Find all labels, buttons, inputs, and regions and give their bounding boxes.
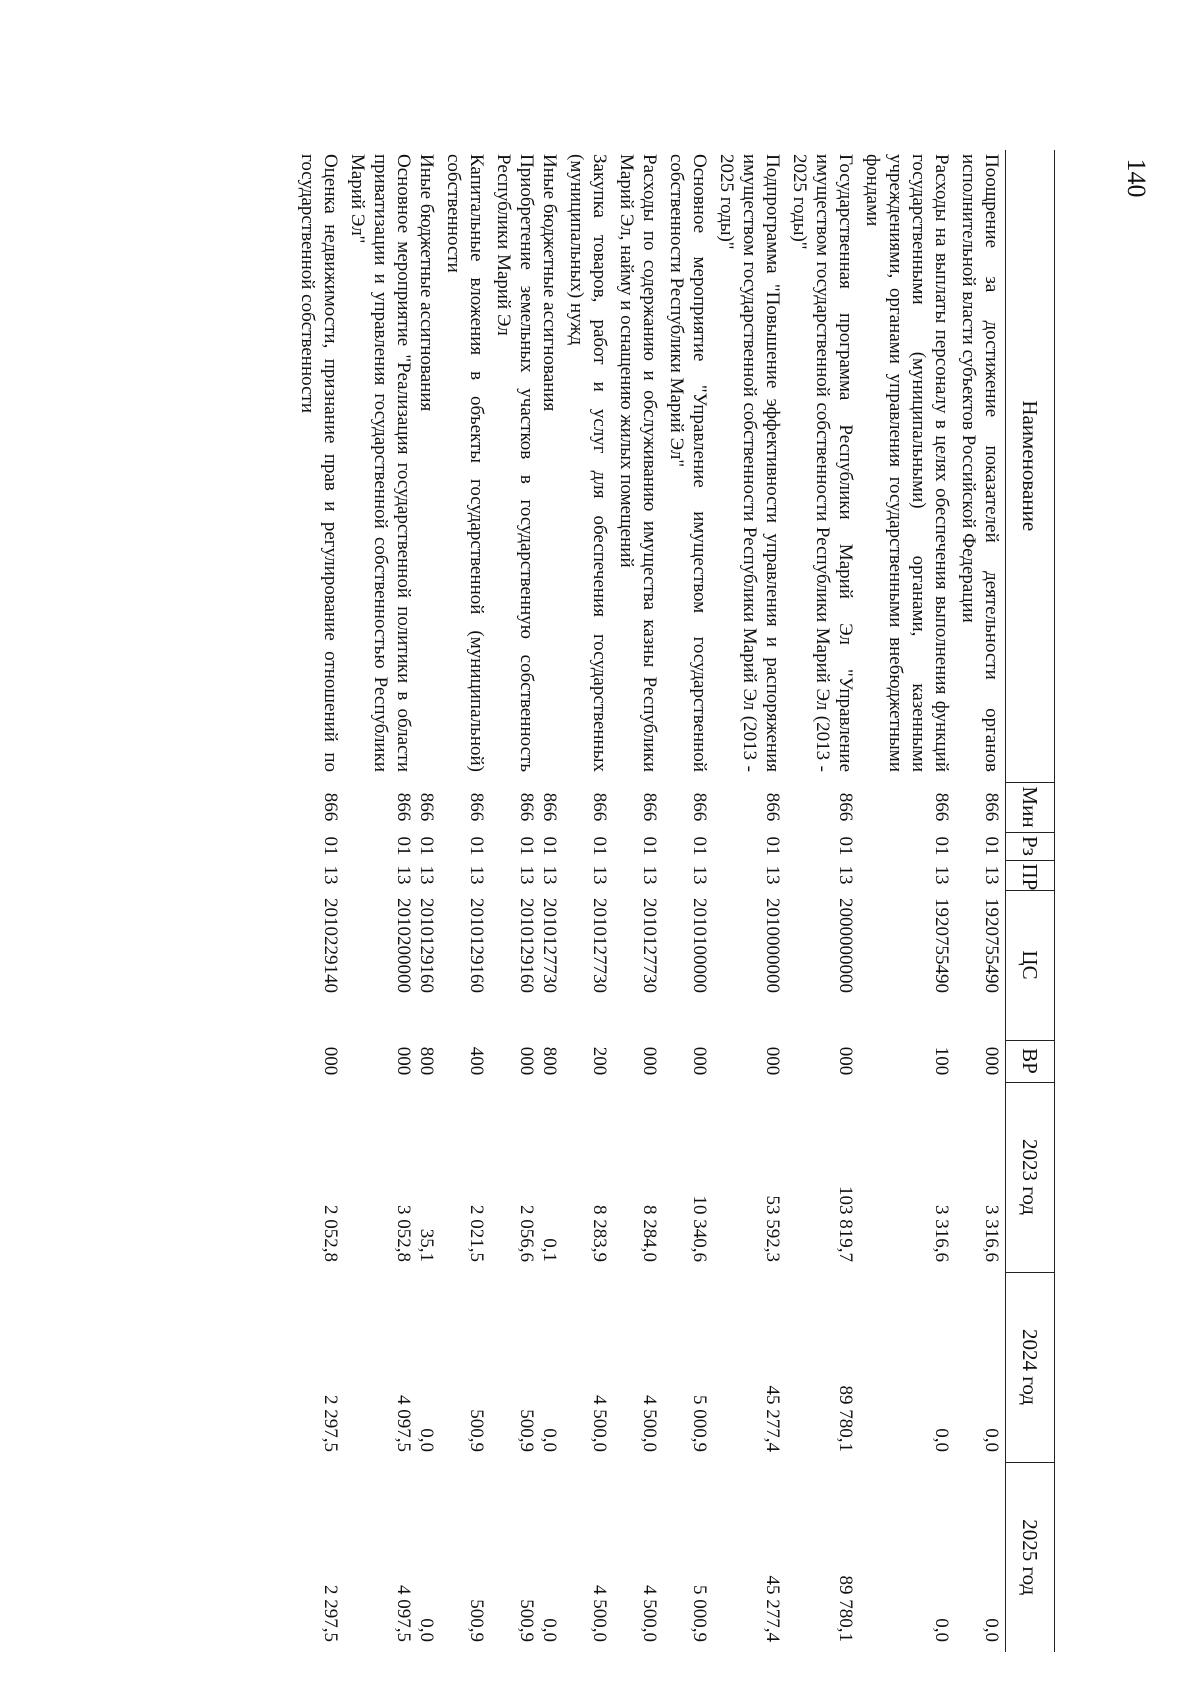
cell-2025 <box>955 1462 1006 1652</box>
cell-rz-value: 01 <box>320 836 341 856</box>
cell-cs-value: 2010129160 <box>516 898 537 993</box>
cell-2023 <box>490 1082 563 1272</box>
cell-pr <box>344 860 440 890</box>
cell-name <box>440 150 490 782</box>
cell-pr-value: 13 <box>689 865 710 885</box>
table-row <box>663 150 713 1652</box>
cell-min-value: 866 <box>835 792 856 822</box>
cell-pr-value: 13 <box>931 865 952 885</box>
cell-vr-value: 800 <box>539 1046 560 1076</box>
cell-vr-value: 000 <box>639 1046 660 1076</box>
cell-2024 <box>713 1272 786 1462</box>
cell-min-value: 866 <box>516 792 537 822</box>
cell-pr-value: 13 <box>393 865 414 885</box>
cell-2024 <box>344 1272 440 1462</box>
table-body <box>294 150 1006 1652</box>
cell-vr-value: 000 <box>835 1046 856 1076</box>
cell-2024 <box>955 1272 1006 1462</box>
table-row <box>713 150 786 1652</box>
cell-pr-value: 13 <box>981 865 1002 885</box>
cell-2023 <box>294 1082 344 1272</box>
table-row <box>344 150 440 1652</box>
header-min: Мин <box>1006 782 1055 832</box>
cell-vr <box>613 1040 663 1082</box>
cell-2023 <box>955 1082 1006 1272</box>
cell-rz-value: 01 <box>981 836 1002 856</box>
cell-2023 <box>344 1082 440 1272</box>
cell-2023-value: 3 316,6 <box>931 1205 952 1262</box>
cell-2024-value: 4 500,0 <box>639 1395 660 1452</box>
cell-2025-value: 45 277,4 <box>762 1575 783 1642</box>
cell-min <box>440 782 490 832</box>
cell-cs <box>786 890 859 1040</box>
cell-rz <box>663 832 713 860</box>
cell-pr-value: 13 <box>516 865 537 885</box>
cell-2024-value: 500,9 <box>466 1409 487 1452</box>
cell-2025 <box>294 1462 344 1652</box>
header-name: Наименование <box>1006 150 1055 782</box>
cell-cs-value: 2010127730 <box>539 898 560 993</box>
cell-rz <box>613 832 663 860</box>
cell-rz <box>713 832 786 860</box>
cell-2024 <box>663 1272 713 1462</box>
cell-cs-value: 2010127730 <box>589 898 610 993</box>
cell-rz <box>440 832 490 860</box>
cell-2025 <box>713 1462 786 1652</box>
row-name: Капитальные вложения в объекты государственной (муниципальной) собственности <box>443 154 487 772</box>
cell-cs <box>440 890 490 1040</box>
cell-min <box>859 782 955 832</box>
cell-rz-value: 01 <box>516 836 537 856</box>
cell-min-value: 866 <box>931 792 952 822</box>
cell-vr <box>663 1040 713 1082</box>
cell-rz <box>490 832 563 860</box>
cell-2023 <box>440 1082 490 1272</box>
cell-rz-value: 01 <box>393 836 414 856</box>
cell-min <box>786 782 859 832</box>
cell-2025 <box>613 1462 663 1652</box>
cell-min-value: 866 <box>689 792 710 822</box>
cell-rz <box>955 832 1006 860</box>
cell-cs-value: 2010100000 <box>689 898 710 993</box>
rotated-budget-table <box>275 150 1055 1650</box>
cell-2024-value: 0,0 <box>981 1428 1002 1452</box>
cell-2025-value: 4 097,5 <box>393 1585 414 1642</box>
cell-cs <box>955 890 1006 1040</box>
row-name: Расходы на выплаты персоналу в целях обеспечения выполнения функций государственными (муниципальными) органами, казенными учреждениями, органами управления государственными внебюджетными фондами <box>862 154 952 772</box>
header-rz: Рз <box>1006 832 1055 860</box>
cell-vr <box>859 1040 955 1082</box>
cell-min-value: 866 <box>539 792 560 822</box>
cell-2025 <box>859 1462 955 1652</box>
cell-pr <box>663 860 713 890</box>
cell-min <box>663 782 713 832</box>
cell-min-value: 866 <box>466 792 487 822</box>
cell-rz-value: 01 <box>931 836 952 856</box>
cell-2025-value: 5 000,9 <box>689 1585 710 1642</box>
header-vr: ВР <box>1006 1040 1055 1082</box>
cell-pr-value: 13 <box>762 865 783 885</box>
cell-cs <box>713 890 786 1040</box>
header-pr: ПР <box>1006 860 1055 890</box>
cell-rz <box>344 832 440 860</box>
cell-vr-value: 000 <box>689 1046 710 1076</box>
cell-rz-value: 01 <box>466 836 487 856</box>
cell-2023 <box>859 1082 955 1272</box>
header-2025: 2025 год <box>1006 1462 1055 1652</box>
cell-2025-value: 2 297,5 <box>320 1585 341 1642</box>
row-name: Оценка недвижимости, признание прав и регулирование отношений по государственной собственности <box>297 154 341 772</box>
cell-cs <box>490 890 563 1040</box>
cell-name <box>294 150 344 782</box>
cell-2023-value: 103 819,7 <box>835 1186 856 1262</box>
cell-pr-value: 13 <box>835 865 856 885</box>
cell-2024-value: 4 500,0 <box>589 1395 610 1452</box>
cell-min <box>490 782 563 832</box>
cell-2025-value: 0,0 <box>931 1618 952 1642</box>
cell-pr-value: 13 <box>320 865 341 885</box>
cell-2024-value: 2 297,5 <box>320 1395 341 1452</box>
cell-vr <box>786 1040 859 1082</box>
cell-cs-value: 2010127730 <box>639 898 660 993</box>
cell-rz-value: 01 <box>589 836 610 856</box>
table-header-row <box>1006 150 1055 1652</box>
cell-min-value: 866 <box>320 792 341 822</box>
header-2023: 2023 год <box>1006 1082 1055 1272</box>
cell-rz-value: 01 <box>416 836 437 856</box>
cell-cs <box>294 890 344 1040</box>
cell-2024 <box>613 1272 663 1462</box>
cell-vr-value: 000 <box>516 1046 537 1076</box>
cell-rz <box>786 832 859 860</box>
cell-vr <box>344 1040 440 1082</box>
cell-cs-value: 2010000000 <box>762 898 783 993</box>
cell-cs-value: 2010200000 <box>393 898 414 993</box>
cell-rz-value: 01 <box>762 836 783 856</box>
table-row <box>859 150 955 1652</box>
cell-min <box>955 782 1006 832</box>
cell-vr-value: 000 <box>981 1046 1002 1076</box>
cell-2023-value: 35,1 <box>416 1228 437 1262</box>
cell-pr-value: 13 <box>416 865 437 885</box>
table-row <box>955 150 1006 1652</box>
table-row <box>490 150 563 1652</box>
cell-2024-value: 0,0 <box>539 1428 560 1452</box>
cell-2025-value: 500,9 <box>516 1599 537 1642</box>
cell-name <box>955 150 1006 782</box>
cell-2024-value: 5 000,9 <box>689 1395 710 1452</box>
cell-rz-value: 01 <box>689 836 710 856</box>
cell-vr-value: 000 <box>762 1046 783 1076</box>
row-name: Расходы по содержанию и обслуживанию имущества казны Республики Марий Эл, найму и оснащению жилых помещений <box>616 154 660 772</box>
cell-2023-value: 2 056,6 <box>516 1205 537 1262</box>
cell-rz <box>294 832 344 860</box>
cell-vr <box>563 1040 613 1082</box>
cell-2024-value: 45 277,4 <box>762 1385 783 1452</box>
header-cs: ЦС <box>1006 890 1055 1040</box>
cell-name <box>613 150 663 782</box>
cell-pr-value: 13 <box>466 865 487 885</box>
cell-rz-value: 01 <box>539 836 560 856</box>
cell-2024 <box>786 1272 859 1462</box>
cell-cs <box>663 890 713 1040</box>
cell-2025 <box>344 1462 440 1652</box>
cell-min <box>344 782 440 832</box>
cell-2025 <box>440 1462 490 1652</box>
cell-2025-value: 0,0 <box>539 1618 560 1642</box>
cell-name <box>859 150 955 782</box>
budget-table <box>294 150 1055 1652</box>
row-name-secondary: Приобретение земельных участков в государственную собственность Республики Марий Эл <box>493 154 537 772</box>
cell-2024 <box>294 1272 344 1462</box>
cell-pr <box>490 860 563 890</box>
cell-2023 <box>786 1082 859 1272</box>
cell-vr <box>955 1040 1006 1082</box>
cell-pr-value: 13 <box>589 865 610 885</box>
cell-vr <box>294 1040 344 1082</box>
cell-vr-value: 100 <box>931 1046 952 1076</box>
cell-cs-value: 1920755490 <box>931 898 952 993</box>
cell-pr <box>294 860 344 890</box>
cell-2024-value: 0,0 <box>416 1428 437 1452</box>
row-name-secondary: Основное мероприятие "Реализация государственной политики в области приватизации и управления государственной собственностью Республики Марий Эл" <box>347 154 414 772</box>
cell-2025-value: 4 500,0 <box>589 1585 610 1642</box>
cell-2023-value: 53 592,3 <box>762 1195 783 1262</box>
cell-vr <box>713 1040 786 1082</box>
cell-pr <box>613 860 663 890</box>
cell-2023-value: 10 340,6 <box>689 1195 710 1262</box>
table-row <box>294 150 344 1652</box>
cell-2025-value: 4 500,0 <box>639 1585 660 1642</box>
cell-2023-value: 2 021,5 <box>466 1205 487 1262</box>
cell-name <box>563 150 613 782</box>
cell-min-value: 866 <box>589 792 610 822</box>
cell-min-value: 866 <box>416 792 437 822</box>
table-row <box>440 150 490 1652</box>
cell-2024 <box>440 1272 490 1462</box>
page-number: 140 <box>1122 158 1151 198</box>
row-name: Иные бюджетные ассигнования <box>416 154 437 412</box>
cell-pr <box>440 860 490 890</box>
row-name: Основное мероприятие "Управление имуществом государственной собственности Республики Марий Эл" <box>666 154 710 772</box>
cell-pr <box>713 860 786 890</box>
cell-2023 <box>563 1082 613 1272</box>
cell-pr <box>859 860 955 890</box>
cell-2023 <box>613 1082 663 1272</box>
cell-2025 <box>563 1462 613 1652</box>
table-row <box>786 150 859 1652</box>
cell-2023 <box>713 1082 786 1272</box>
cell-2024-value: 89 780,1 <box>835 1385 856 1452</box>
row-name: Закупка товаров, работ и услуг для обеспечения государственных (муниципальных) нужд <box>566 154 610 772</box>
cell-pr-value: 13 <box>539 865 560 885</box>
cell-2024 <box>859 1272 955 1462</box>
cell-name <box>786 150 859 782</box>
cell-min <box>713 782 786 832</box>
cell-cs <box>344 890 440 1040</box>
cell-rz <box>563 832 613 860</box>
cell-pr <box>955 860 1006 890</box>
cell-cs-value: 2010129160 <box>416 898 437 993</box>
cell-2025 <box>490 1462 563 1652</box>
cell-min <box>563 782 613 832</box>
cell-vr-value: 400 <box>466 1046 487 1076</box>
cell-cs <box>613 890 663 1040</box>
cell-vr-value: 000 <box>393 1046 414 1076</box>
cell-cs <box>859 890 955 1040</box>
row-name: Иные бюджетные ассигнования <box>539 154 560 412</box>
table-row <box>613 150 663 1652</box>
cell-pr <box>563 860 613 890</box>
cell-name <box>663 150 713 782</box>
cell-cs-value: 1920755490 <box>981 898 1002 993</box>
cell-min-value: 866 <box>393 792 414 822</box>
cell-vr-value: 200 <box>589 1046 610 1076</box>
cell-rz-value: 01 <box>639 836 660 856</box>
row-name: Государственная программа Республики Марий Эл "Управление имуществом государственной собственности Республики Марий Эл (2013 - 2025 годы)" <box>789 154 856 772</box>
cell-cs-value: 2000000000 <box>835 898 856 993</box>
cell-name <box>490 150 563 782</box>
cell-2025-value: 500,9 <box>466 1599 487 1642</box>
cell-pr-value: 13 <box>639 865 660 885</box>
cell-2023 <box>663 1082 713 1272</box>
cell-name <box>344 150 440 782</box>
cell-2025-value: 89 780,1 <box>835 1575 856 1642</box>
cell-2023-value: 8 284,0 <box>639 1205 660 1262</box>
cell-min <box>294 782 344 832</box>
cell-2025-value: 0,0 <box>981 1618 1002 1642</box>
cell-cs <box>563 890 613 1040</box>
header-2024: 2024 год <box>1006 1272 1055 1462</box>
cell-2023-value: 3 052,8 <box>393 1205 414 1262</box>
cell-2024 <box>563 1272 613 1462</box>
cell-cs-value: 2010129160 <box>466 898 487 993</box>
cell-vr-value: 800 <box>416 1046 437 1076</box>
cell-name <box>713 150 786 782</box>
cell-2024-value: 0,0 <box>931 1428 952 1452</box>
cell-2024-value: 4 097,5 <box>393 1395 414 1452</box>
cell-vr <box>440 1040 490 1082</box>
cell-vr <box>490 1040 563 1082</box>
cell-2025 <box>663 1462 713 1652</box>
cell-cs-value: 2010229140 <box>320 898 341 993</box>
cell-min-value: 866 <box>981 792 1002 822</box>
cell-min-value: 866 <box>639 792 660 822</box>
cell-2025-value: 0,0 <box>416 1618 437 1642</box>
table-row <box>563 150 613 1652</box>
cell-vr-value: 000 <box>320 1046 341 1076</box>
row-name: Подпрограмма "Повышение эффективности управления и распоряжения имуществом государственной собственности Республики Марий Эл (2013 - 2025 годы)" <box>716 154 783 772</box>
cell-2023-value: 3 316,6 <box>981 1205 1002 1262</box>
cell-pr <box>786 860 859 890</box>
cell-2023-value: 8 283,9 <box>589 1205 610 1262</box>
cell-2023-value: 0,1 <box>539 1238 560 1262</box>
cell-min <box>613 782 663 832</box>
cell-rz-value: 01 <box>835 836 856 856</box>
cell-2024 <box>490 1272 563 1462</box>
cell-min-value: 866 <box>762 792 783 822</box>
cell-2025 <box>786 1462 859 1652</box>
cell-2024-value: 500,9 <box>516 1409 537 1452</box>
cell-2023-value: 2 052,8 <box>320 1205 341 1262</box>
cell-rz <box>859 832 955 860</box>
row-name: Поощрение за достижение показателей деятельности органов исполнительной власти субъектов Российской Федерации <box>958 154 1002 772</box>
